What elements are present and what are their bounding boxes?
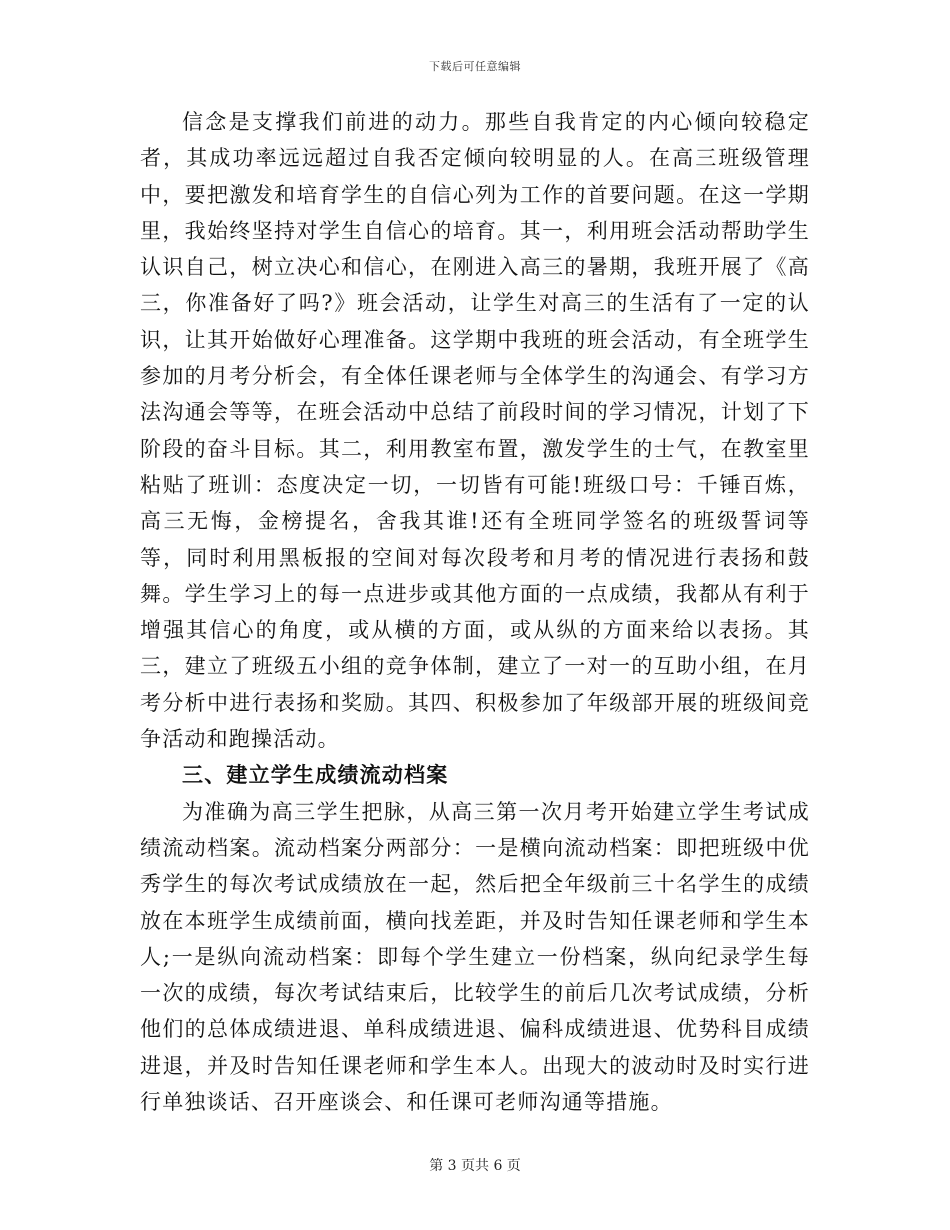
page-number: 第 3 页共 6 页	[429, 1158, 521, 1174]
body-paragraph: 信念是支撑我们前进的动力。那些自我肯定的内心倾向较稳定者，其成功率远远超过自我否定倾向较明显的人。在高三班级管理中，要把激发和培育学生的自信心列为工作的首要问题。在这一学期里，我始终坚持对学生自信心的培育。其一，利用班会活动帮助学生认识自己，树立决心和信心，在刚进入高三的暑期，我班开展了《高三，你准备好了吗?》班会活动，让学生对高三的生活有了一定的认识，让其开始做好心理准备。这学期中我班的班会活动，有全班学生参加的月考分析会，有全体任课老师与全体学生的沟通会、有学习方法沟通会等等，在班会活动中总结了前段时间的学习情况，计划了下阶段的奋斗目标。其二，利用教室布置，激发学生的士气，在教室里粘贴了班训：态度决定一切，一切皆有可能!班级口号：千锤百炼，高三无悔，金榜提名，舍我其谁!还有全班同学签名的班级誓词等等，同时利用黑板报的空间对每次段考和月考的情况进行表扬和鼓舞。学生学习上的每一点进步或其他方面的一点成绩，我都从有利于增强其信心的角度，或从横的方面，或从纵的方面来给以表扬。其三，建立了班级五小组的竞争体制，建立了一对一的互助小组，在月考分析中进行表扬和奖励。其四、积极参加了年级部开展的班级间竞争活动和跑操活动。	[140, 110, 810, 752]
document-body	[140, 104, 810, 1120]
section-heading: 三、建立学生成绩流动档案	[182, 763, 449, 788]
page-header: 下载后可任意编辑	[429, 60, 521, 73]
body-paragraph: 为准确为高三学生把脉，从高三第一次月考开始建立学生考试成绩流动档案。流动档案分两部分：一是横向流动档案：即把班级中优秀学生的每次考试成绩放在一起，然后把全年级前三十名学生的成绩放在本班学生成绩前面，横向找差距，并及时告知任课老师和学生本人;一是纵向流动档案：即每个学生建立一份档案，纵向纪录学生每一次的成绩，每次考试结束后，比较学生的前后几次考试成绩，分析他们的总体成绩进退、单科成绩进退、偏科成绩进退、优势科目成绩进退，并及时告知任课老师和学生本人。出现大的波动时及时实行进行单独谈话、召开座谈会、和任课可老师沟通等措施。	[140, 799, 810, 1115]
